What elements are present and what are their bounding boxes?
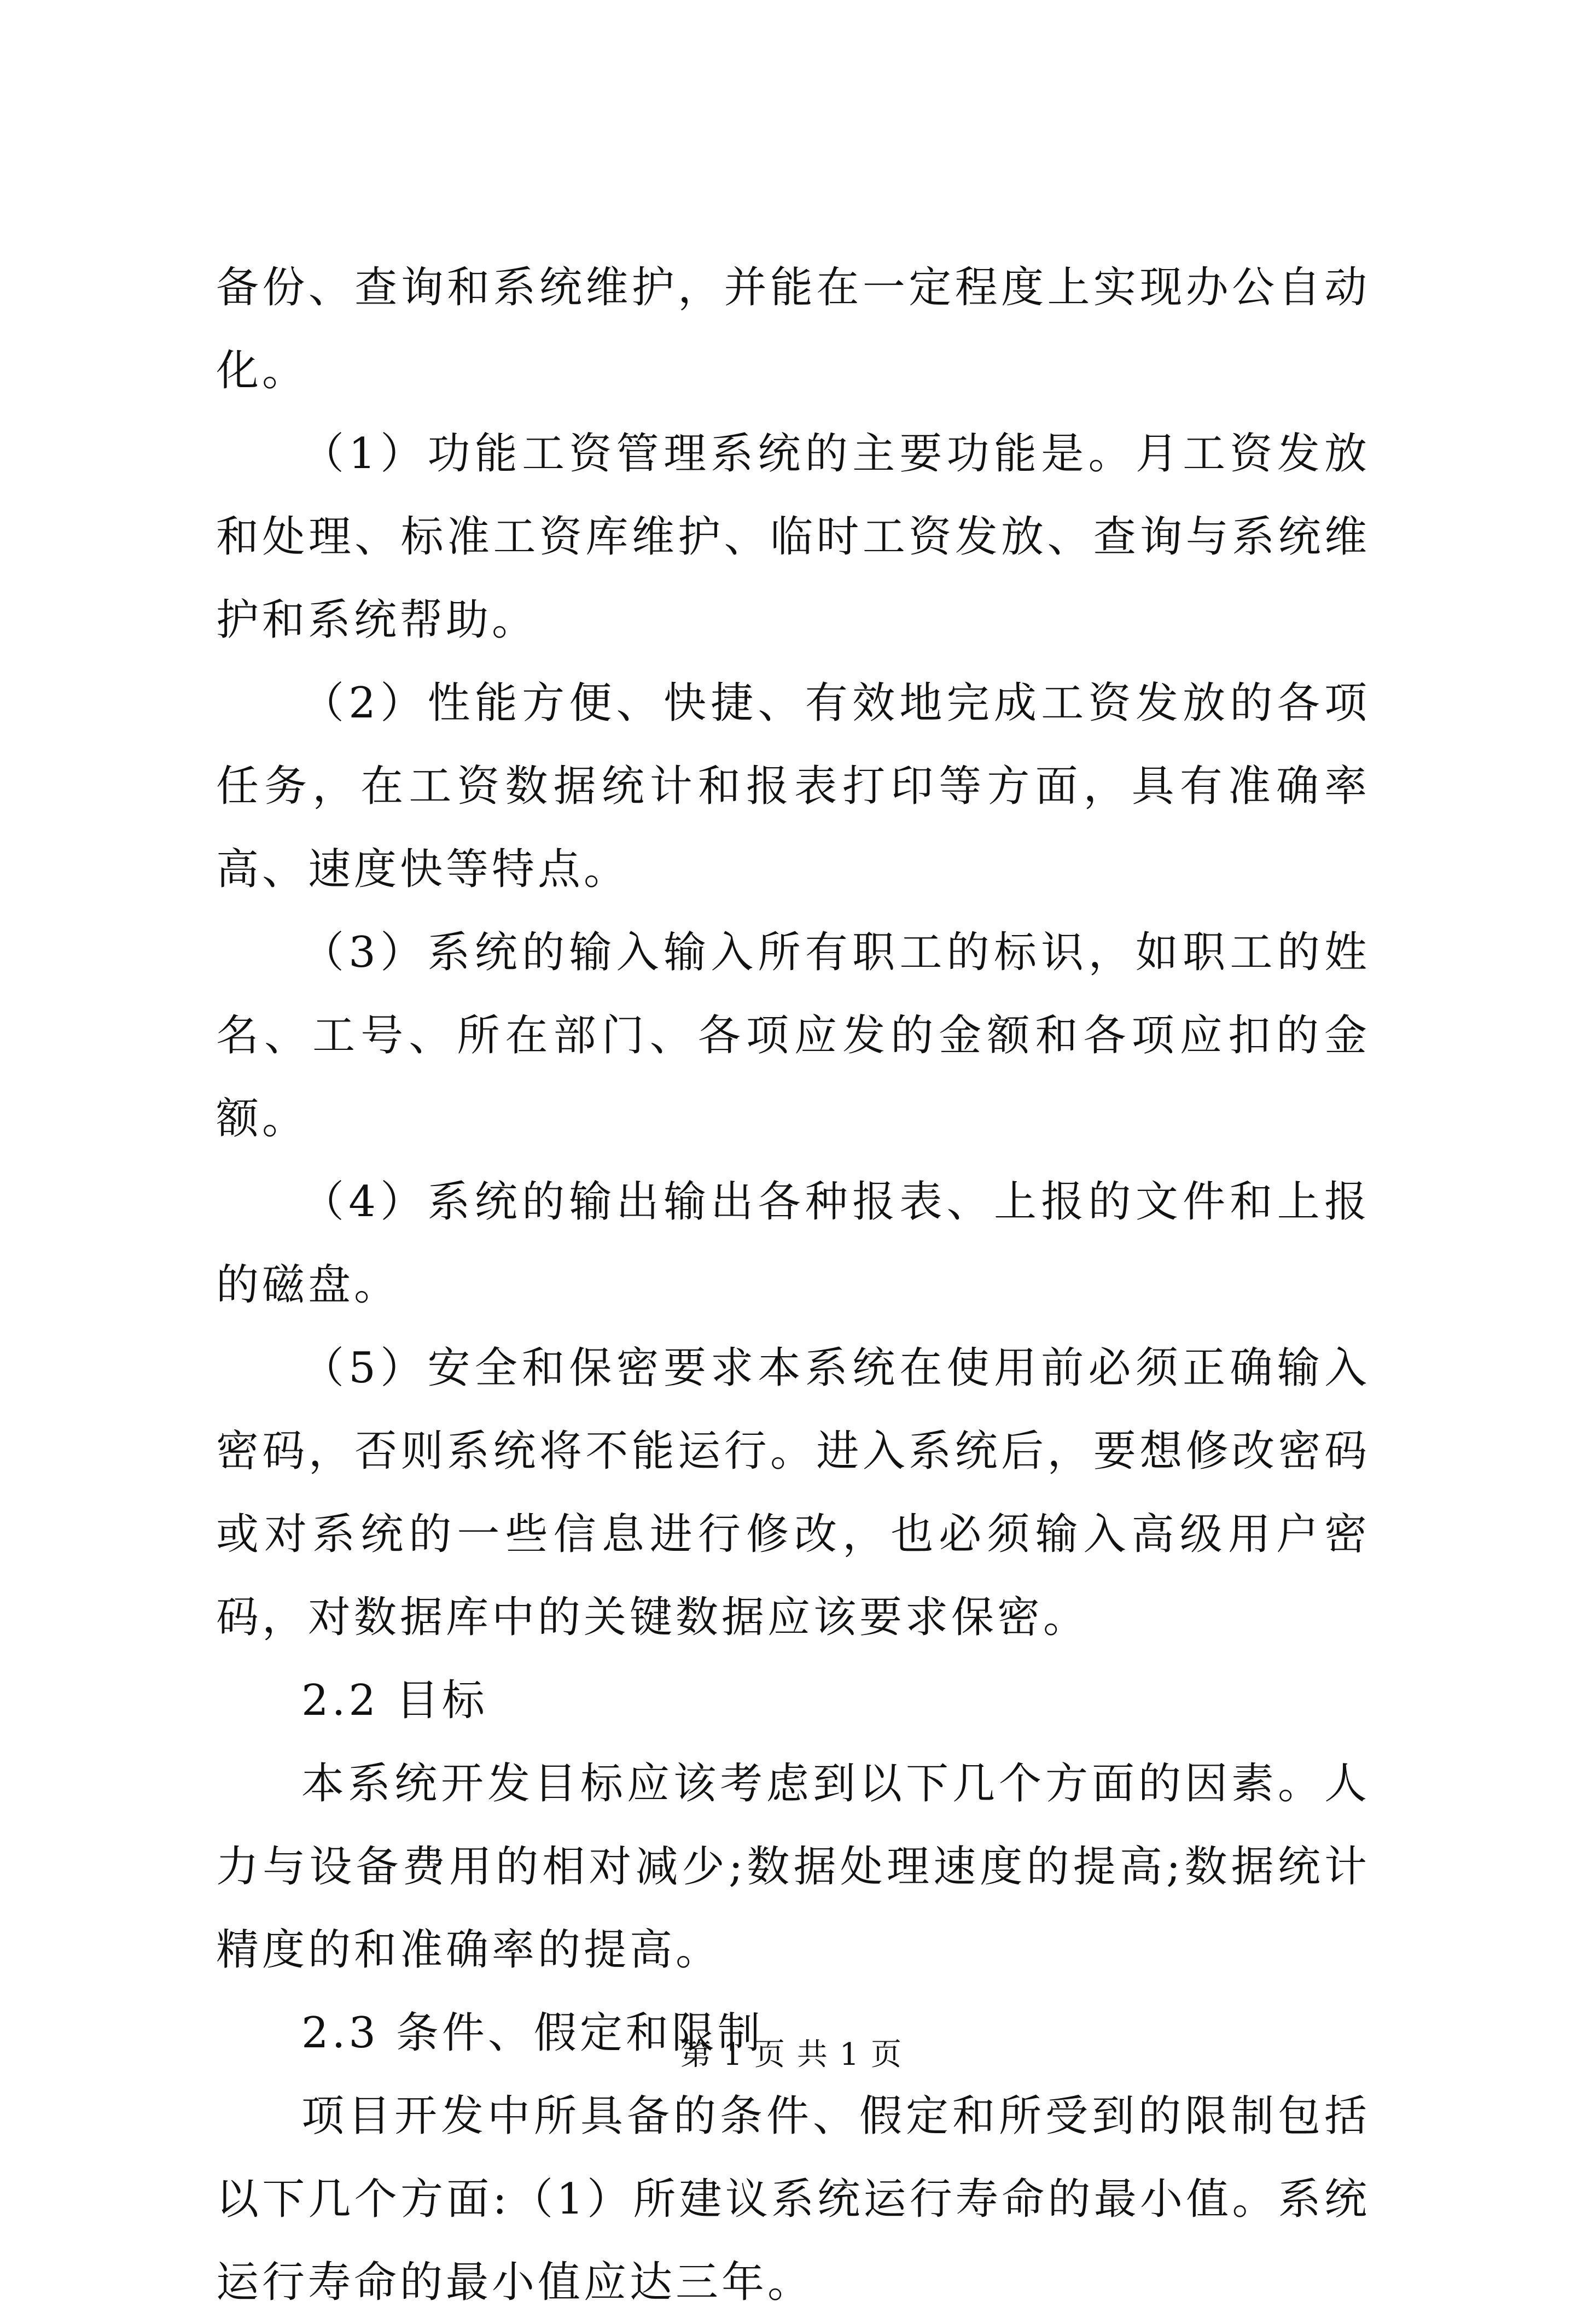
page-footer: 第 1 页 共 1 页 (680, 2037, 903, 2072)
paragraph-security: （5）安全和保密要求本系统在使用前必须正确输入密码，否则系统将不能运行。进入系统后，要想修改密码或对系统的一些信息进行修改，也必须输入高级用户密码，对数据库中的关键数据应该要求保密。 (216, 1344, 1370, 1642)
paragraph-performance: （2）性能方便、快捷、有效地完成工资发放的各项任务，在工资数据统计和报表打印等方面，具有准确率高、速度快等特点。 (216, 679, 1370, 894)
document-body (216, 246, 1370, 2324)
section-heading-goals: 2.2 目标 (301, 1676, 488, 1725)
paragraph-continuation: 备份、查询和系统维护，并能在一定程度上实现办公自动化。 (216, 263, 1370, 395)
section-heading-conditions: 2.3 条件、假定和限制 (301, 2008, 764, 2058)
paragraph-input: （3）系统的输入输入所有职工的标识，如职工的姓名、工号、所在部门、各项应发的金额和各项应扣的金额。 (216, 928, 1370, 1143)
paragraph-output: （4）系统的输出输出各种报表、上报的文件和上报的磁盘。 (216, 1177, 1370, 1310)
paragraph-goals: 本系统开发目标应该考虑到以下几个方面的因素。人力与设备费用的相对减少;数据处理速度的提高;数据统计精度的和准确率的提高。 (216, 1759, 1370, 1975)
paragraph-function: （1）功能工资管理系统的主要功能是。月工资发放和处理、标准工资库维护、临时工资发放、查询与系统维护和系统帮助。 (216, 429, 1370, 645)
paragraph-conditions: 项目开发中所具备的条件、假定和所受到的限制包括以下几个方面:（1）所建议系统运行寿命的最小值。系统运行寿命的最小值应达三年。 (216, 2092, 1370, 2307)
